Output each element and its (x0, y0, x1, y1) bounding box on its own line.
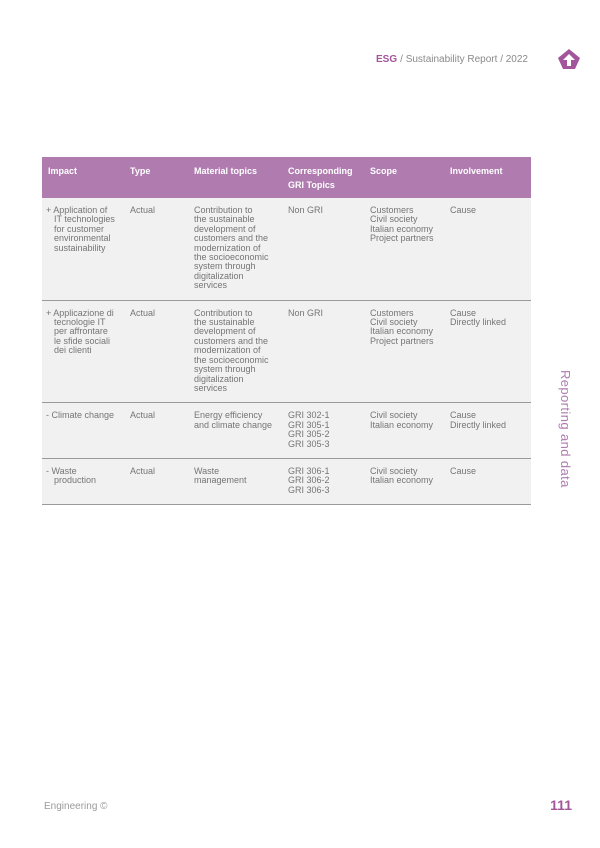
cell-line: system through (194, 261, 256, 272)
footer-company: Engineering © (44, 801, 108, 812)
cell-line: GRI 306-2 (288, 475, 330, 486)
impact-table-container (42, 157, 531, 505)
cell-gri (282, 300, 364, 403)
cell-line: Non GRI (288, 205, 324, 215)
cell-line: modernization of (194, 345, 261, 356)
cell-line: dei clienti (54, 345, 92, 356)
cell-line: Project partners (370, 233, 434, 244)
cell-topics (188, 403, 282, 459)
cell-line: system through (194, 364, 256, 375)
cell-line: Civil society (370, 465, 418, 476)
column-header-type: Type (124, 157, 188, 198)
impact-table (42, 157, 531, 505)
cell-line: Civil society (370, 317, 418, 328)
cell-involvement (444, 403, 531, 459)
cell-line: Cause (450, 465, 477, 476)
cell-scope (364, 458, 444, 504)
cell-line: GRI 305-1 (288, 419, 330, 430)
engineering-logo-icon (557, 48, 581, 70)
cell-scope (364, 198, 444, 300)
cell-line: environmental (54, 233, 111, 244)
page-number: 111 (550, 797, 572, 813)
cell-impact (42, 198, 124, 300)
cell-topics (188, 458, 282, 504)
cell-line: Cause (450, 205, 477, 215)
cell-line: GRI 305-2 (288, 429, 330, 440)
column-header-impact: Impact (42, 157, 124, 198)
cell-line: digitalization (194, 270, 244, 281)
cell-gri (282, 458, 364, 504)
cell-line: the socioeconomic (194, 354, 269, 365)
cell-line: for customer (54, 223, 105, 234)
cell-line: + Applicazione di (46, 307, 114, 318)
column-header-gri-topics: Corresponding GRI Topics (282, 157, 364, 198)
cell-type (124, 198, 188, 300)
table-body (42, 198, 531, 505)
cell-line: per affrontare (54, 326, 108, 337)
cell-line: modernization of (194, 242, 261, 253)
cell-line: Customers (370, 307, 414, 318)
cell-line: GRI 306-1 (288, 465, 330, 476)
cell-impact (42, 458, 124, 504)
cell-line: Italian economy (370, 223, 434, 234)
column-header-scope: Scope (364, 157, 444, 198)
cell-line: Actual (130, 410, 156, 421)
cell-impact (42, 403, 124, 459)
cell-line: Actual (130, 465, 156, 476)
cell-type (124, 403, 188, 459)
cell-line: customers and the (194, 335, 269, 346)
cell-line: Non GRI (288, 307, 324, 318)
cell-line: production (54, 475, 97, 486)
cell-line: Contribution to (194, 307, 253, 318)
cell-line: the socioeconomic (194, 252, 269, 263)
cell-line: development of (194, 223, 256, 234)
cell-line: Project partners (370, 335, 434, 346)
cell-line: IT technologies (54, 214, 115, 225)
cell-line: Italian economy (370, 475, 434, 486)
cell-scope (364, 403, 444, 459)
cell-line: Directly linked (450, 419, 507, 430)
cell-gri (282, 403, 364, 459)
header-brand: ESG (376, 54, 398, 65)
cell-line: - Climate change (46, 410, 115, 421)
cell-line: Energy efficiency (194, 410, 263, 421)
header-title: / Sustainability Report / 2022 (400, 54, 528, 65)
cell-line: Contribution to (194, 205, 253, 215)
cell-line: management (194, 475, 247, 486)
cell-line: the sustainable (194, 214, 255, 225)
table-header-row (42, 157, 531, 198)
cell-line: Italian economy (370, 419, 434, 430)
table-row (42, 300, 531, 403)
cell-type (124, 458, 188, 504)
table-row (42, 403, 531, 459)
cell-line: + Application of (46, 205, 108, 215)
page-header (376, 54, 528, 65)
cell-type (124, 300, 188, 403)
cell-involvement (444, 198, 531, 300)
table-row (42, 458, 531, 504)
cell-line: development of (194, 326, 256, 337)
cell-involvement (444, 458, 531, 504)
cell-line: GRI 306-3 (288, 484, 330, 495)
cell-line: Actual (130, 307, 156, 318)
cell-involvement (444, 300, 531, 403)
cell-line: services (194, 280, 228, 291)
cell-line: digitalization (194, 373, 244, 384)
cell-line: tecnologie IT (54, 317, 106, 328)
cell-line: and climate change (194, 419, 273, 430)
table-row (42, 198, 531, 300)
column-header-involvement: Involvement (444, 157, 531, 198)
cell-topics (188, 198, 282, 300)
column-header-material-topics: Material topics (188, 157, 282, 198)
cell-line: Actual (130, 205, 156, 215)
cell-line: GRI 305-3 (288, 438, 330, 449)
cell-impact (42, 300, 124, 403)
cell-line: Italian economy (370, 326, 434, 337)
cell-topics (188, 300, 282, 403)
cell-line: Cause (450, 307, 477, 318)
cell-gri (282, 198, 364, 300)
cell-line: customers and the (194, 233, 269, 244)
cell-line: Customers (370, 205, 414, 215)
cell-line: Civil society (370, 214, 418, 225)
cell-scope (364, 300, 444, 403)
cell-line: Waste (194, 465, 220, 476)
cell-line: Civil society (370, 410, 418, 421)
cell-line: GRI 302-1 (288, 410, 330, 421)
cell-line: Directly linked (450, 317, 507, 328)
cell-line: Cause (450, 410, 477, 421)
section-side-label: Reporting and data (558, 370, 573, 488)
cell-line: - Waste (46, 465, 77, 476)
cell-line: the sustainable (194, 317, 255, 328)
cell-line: le sfide sociali (54, 335, 111, 346)
cell-line: sustainability (54, 242, 106, 253)
cell-line: services (194, 382, 228, 393)
